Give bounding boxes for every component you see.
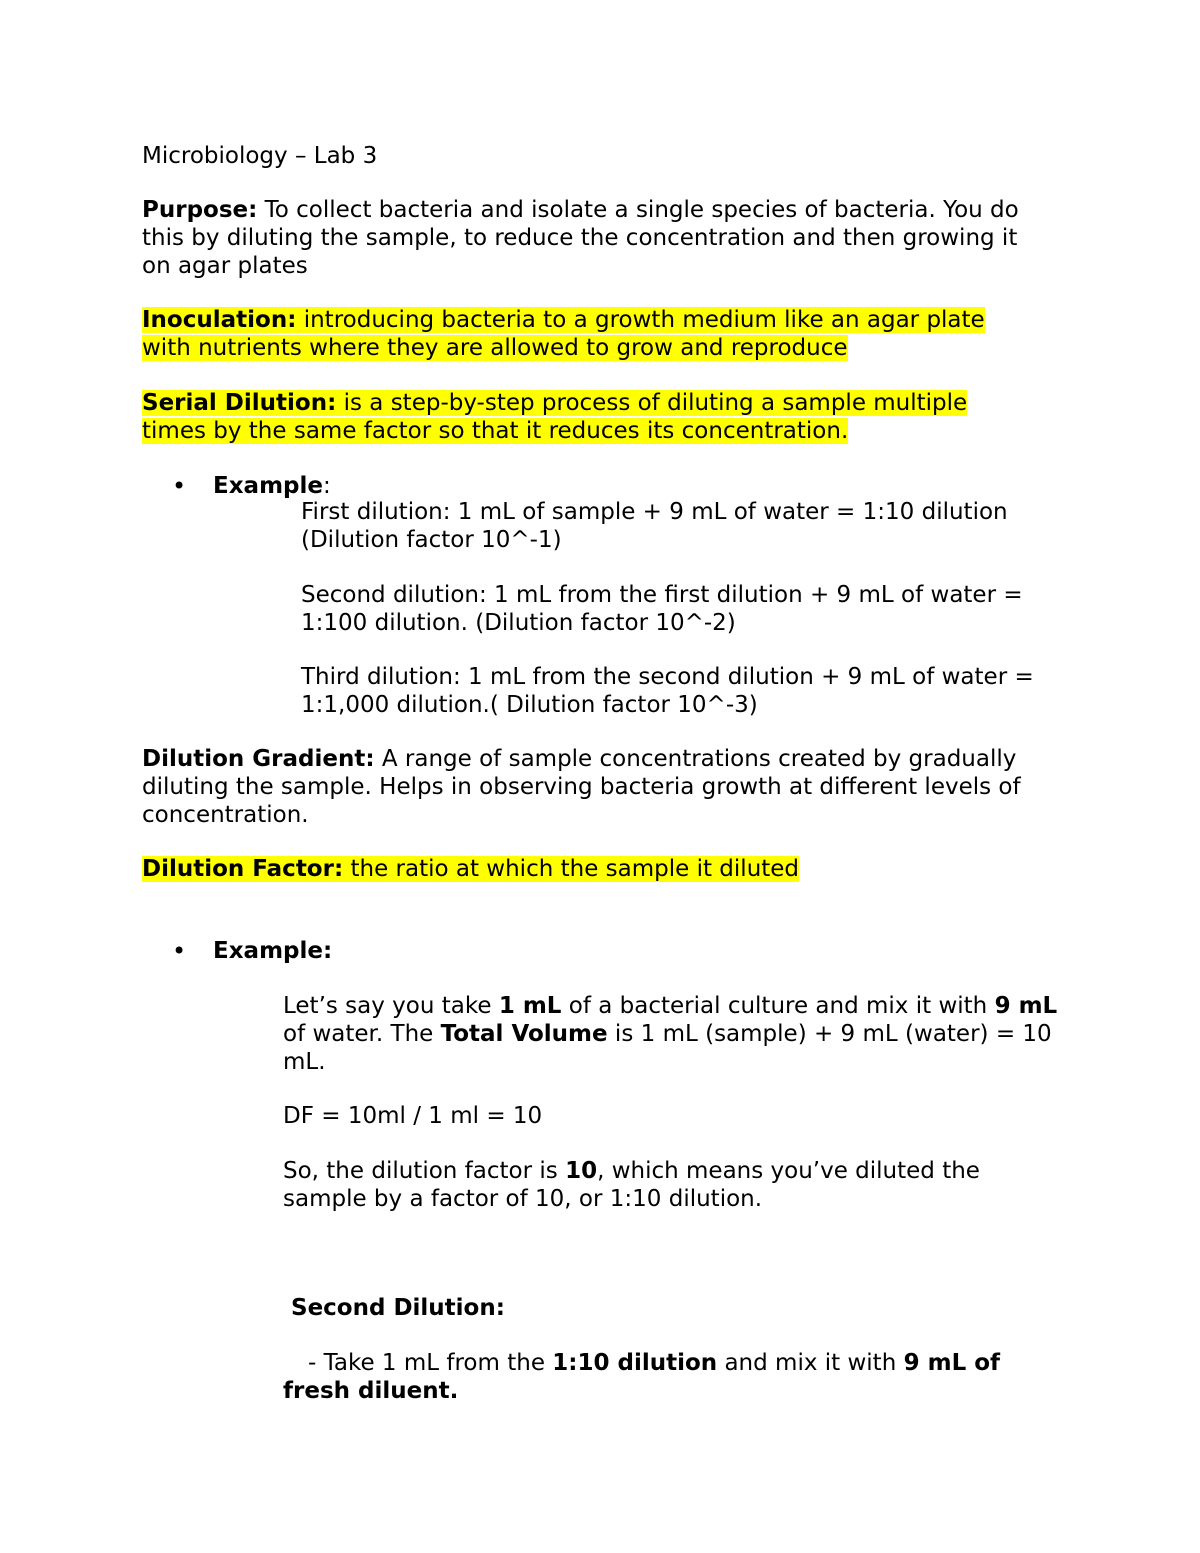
document-title: Microbiology – Lab 3: [142, 143, 378, 169]
inoculation-label: Inoculation:: [142, 307, 297, 333]
second-dilution-step-text: and mix it with: [717, 1350, 904, 1376]
df-formula: DF = 10ml / 1 ml = 10: [283, 1103, 543, 1129]
dilution-factor-label: Dilution Factor:: [142, 856, 344, 882]
example1-heading: [213, 472, 1013, 500]
inoculation-text-line2: with nutrients where they are allowed to grow and reproduce: [142, 335, 848, 361]
second-dilution-step-text: - Take 1 mL from the: [308, 1350, 553, 1376]
dilution-factor-text: the ratio at which the sample it diluted: [343, 856, 800, 882]
inoculation-text-line1: introducing bacteria to a growth medium like an agar plate: [296, 307, 985, 333]
serial-dilution-text-line1: is a step-by-step process of diluting a sample multiple: [336, 390, 968, 416]
dilution-gradient-text: A range of sample concentrations created by gradually diluting the sample. Helps in observing bacteria growth at different levels of concentration.: [142, 746, 1021, 828]
example2-paragraph: [283, 992, 1073, 1076]
second-dilution-text: Second dilution: 1 mL from the first dilution + 9 mL of water = 1:100 dilution. (Dilution factor 10^-2): [301, 582, 1023, 636]
example2-text: is 1 mL (sample) + 9 mL (water) = 10 mL.: [283, 1021, 1052, 1075]
purpose-label: Purpose:: [142, 197, 258, 223]
df-conclusion-paragraph: [283, 1157, 1043, 1213]
df-conclusion-bold-value: 10: [565, 1158, 598, 1184]
example2-text: of water. The: [283, 1021, 441, 1047]
bullet-icon: •: [172, 472, 187, 500]
bullet-icon: •: [172, 937, 187, 965]
example2-text: Let’s say you take: [283, 993, 499, 1019]
example2-bold-total-volume: Total Volume: [440, 1021, 608, 1047]
df-conclusion-text: So, the dilution factor is: [283, 1158, 566, 1184]
second-dilution-step-bold-ratio: 1:10 dilution: [552, 1350, 718, 1376]
serial-dilution-label: Serial Dilution:: [142, 390, 337, 416]
purpose-text: To collect bacteria and isolate a single species of bacteria. You do this by diluting the sample, to reduce the concentration and then growing it on agar plates: [142, 197, 1019, 279]
dilution-gradient-paragraph: [142, 745, 1047, 829]
df-conclusion-text: , which means you’ve diluted the sample by a factor of 10, or 1:10 dilution.: [283, 1158, 980, 1212]
serial-dilution-paragraph: [142, 389, 1072, 445]
second-dilution-step: [283, 1349, 1063, 1405]
example2-heading: [213, 937, 1013, 965]
example2-text: of a bacterial culture and mix it with: [561, 993, 995, 1019]
serial-dilution-text-line2: times by the same factor so that it reduces its concentration.: [142, 418, 849, 444]
example1-colon: :: [322, 473, 331, 499]
dilution-factor-paragraph: [142, 855, 1072, 883]
example2-label: Example:: [213, 938, 333, 964]
third-dilution-text: Third dilution: 1 mL from the second dilution + 9 mL of water = 1:1,000 dilution.( Dilution factor 10^-3): [301, 664, 1034, 718]
second-dilution-heading-text: Second Dilution:: [291, 1295, 505, 1321]
example1-label: Example: [213, 473, 323, 499]
purpose-paragraph: [142, 196, 1052, 280]
second-dilution-step-bold-diluent: 9 mL of fresh diluent.: [283, 1350, 1001, 1404]
example2-bold-volume: 1 mL: [498, 993, 562, 1019]
second-dilution-heading: [291, 1294, 1071, 1322]
dilution-gradient-label: Dilution Gradient:: [142, 746, 375, 772]
first-dilution-text: First dilution: 1 mL of sample + 9 mL of water = 1:10 dilution (Dilution factor 10^-1): [301, 499, 1008, 553]
example2-bold-water: 9 mL: [994, 993, 1058, 1019]
inoculation-paragraph: [142, 306, 1072, 362]
